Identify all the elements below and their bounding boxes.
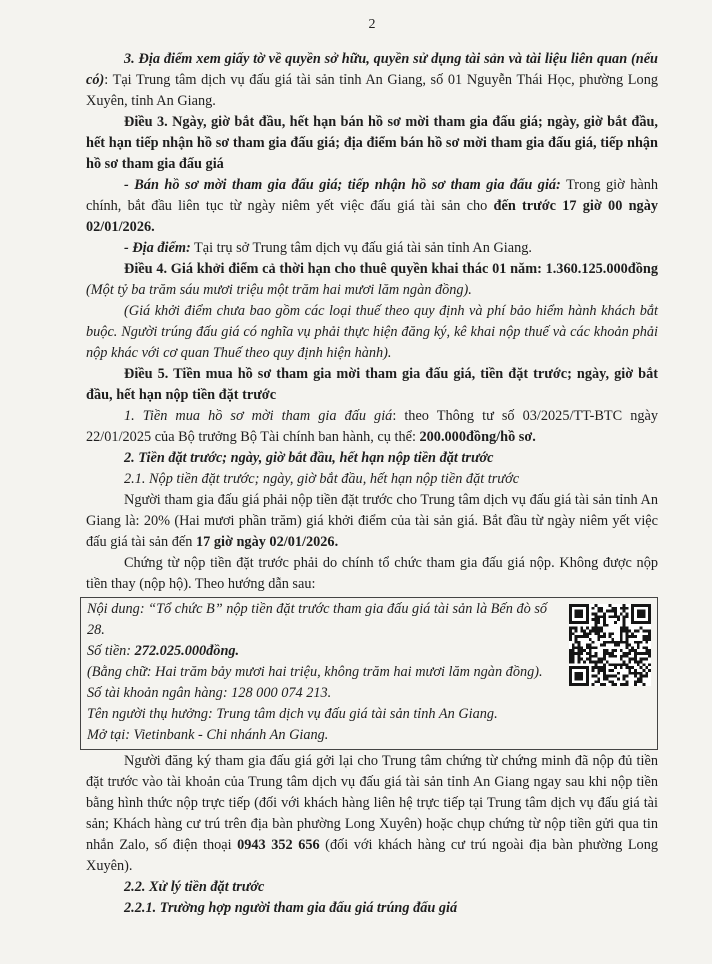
paragraph-submit-proof (86, 751, 658, 877)
article-4-heading (86, 259, 658, 301)
payment-instruction-box (80, 597, 658, 750)
dossier-fee-label: 1. Tiền mua hồ sơ mời tham gia đấu giá (124, 408, 393, 424)
deposit-deadline: 17 giờ ngày 02/01/2026. (195, 534, 339, 550)
article-3-heading: Điều 3. Ngày, giờ bắt đầu, hết hạn bán hồ sơ mời tham gia đấu giá; ngày, giờ bắt đầu, hết hạn tiếp nhận hồ sơ tham gia đấu giá; địa điểm bán hồ sơ mời tham gia đấu giá, tiếp nhận hồ sơ tham gia đấu giá (86, 114, 658, 172)
sale-time-label: - Bán hồ sơ mời tham gia đấu giá; tiếp nhận hồ sơ tham gia đấu giá: (124, 177, 561, 193)
sale-time-text: Trong giờ hành chính, bắt đầu liên tục từ ngày niêm yết việc đấu giá tài sản cho (86, 177, 658, 214)
page-number: 2 (368, 17, 376, 32)
section-2-2-heading: 2.2. Xử lý tiền đặt trước (124, 879, 265, 895)
deposit-rate-text: Người tham gia đấu giá phải nộp tiền đặt trước cho Trung tâm dịch vụ đấu giá tài sản tỉnh An Giang là: 20% (Hai mươi phần trăm) giá khởi điểm của tài sản giá. Bắt đầu từ ngày niêm yết việc đấu giá tài sản đến (86, 492, 658, 550)
qr-code-icon (569, 604, 651, 686)
zalo-phone-number: 0943 352 656 (237, 837, 320, 853)
sale-location-label: - Địa điểm: (124, 240, 191, 256)
submit-proof-text: Người đăng ký tham gia đấu giá gởi lại cho Trung tâm chứng từ chứng minh đã nộp đủ tiền đặt trước vào tài khoản của Trung tâm dịch vụ đấu giá tài sản tỉnh An Giang ngay sau khi nộp tiền bằng hình thức nộp trực tiếp (đối với khách hàng liên hệ trực tiếp tại Trung tâm dịch vụ đấu giá tài sản; Khách hàng cư trú trên địa bàn phường Long Xuyên) hoặc chụp chứng từ nộp tiền gửi qua tin nhắn Zalo, số điện thoại (86, 753, 658, 853)
payment-content: Nội dung: “Tổ chức B” nộp tiền đặt trước tham gia đấu giá tài sản là Bến đò số 28. (87, 601, 548, 638)
sale-location-text: Tại trụ sở Trung tâm dịch vụ đấu giá tài sản tỉnh An Giang. (190, 240, 532, 256)
bank-branch: Mở tại: Vietinbank - Chi nhánh An Giang. (87, 727, 329, 743)
bank-account-number: Số tài khoản ngân hàng: 128 000 074 213. (87, 685, 332, 701)
payment-instruction-text (87, 599, 559, 683)
document-location-heading: 3. Địa điểm xem giấy tờ về quyền sở hữu, quyền sử dụng tài sản và tài liệu liên quan (nếu có) (86, 51, 658, 88)
dossier-fee-text: : theo Thông tư số 03/2025/TT-BTC ngày 22/01/2025 của Bộ trưởng Bộ Tài chính ban hành, cụ thể: (86, 408, 658, 445)
paragraph-document-location (86, 49, 658, 112)
payment-amount-value: 272.025.000đồng. (134, 643, 240, 659)
article-5-heading: Điều 5. Tiền mua hồ sơ tham gia mời tham gia đấu giá, tiền đặt trước; ngày, giờ bắt đầu, hết hạn nộp tiền đặt trước (86, 366, 658, 403)
paragraph-sale-time (86, 175, 658, 238)
starting-price: Điều 4. Giá khởi điểm cả thời hạn cho thuê quyền khai thác 01 năm: 1.360.125.000đồng (124, 261, 658, 277)
section-2-1-heading: 2.1. Nộp tiền đặt trước; ngày, giờ bắt đầu, hết hạn nộp tiền đặt trước (124, 471, 520, 487)
paragraph-dossier-fee (86, 406, 658, 448)
payment-amount-line (87, 641, 559, 662)
paragraph-deposit-rate (86, 490, 658, 553)
payment-amount-words: (Bằng chữ: Hai trăm bảy mươi hai triệu, không trăm hai mươi lăm ngàn đồng). (87, 664, 543, 680)
beneficiary-name: Tên người thụ hưởng: Trung tâm dịch vụ đấu giá tài sản tỉnh An Giang. (87, 706, 498, 722)
payment-amount-label: Số tiền: (87, 643, 135, 659)
dossier-fee-amount: 200.000đồng/hồ sơ. (419, 429, 536, 445)
submit-proof-note: (đối với khách hàng cư trú ngoài địa bàn phường Long Xuyên). (86, 837, 658, 874)
paragraph-deposit-rule: Chứng từ nộp tiền đặt trước phải do chính tổ chức tham gia đấu giá nộp. Không được nộp tiền thay (nộp hộ). Theo hướng dẫn sau: (86, 555, 658, 592)
price-note: (Giá khởi điểm chưa bao gồm các loại thuế theo quy định và phí bảo hiểm hành khách bắt buộc. Người trúng đấu giá có nghĩa vụ phải thực hiện đăng ký, kê khai nộp thuế và các khoản phải nộp khác với cơ quan Thuế theo quy định hiện hành). (86, 303, 658, 361)
sale-deadline: đến trước 17 giờ 00 ngày 02/01/2026. (86, 198, 658, 235)
starting-price-words: (Một tỷ ba trăm sáu mươi triệu một trăm hai mươi lăm ngàn đồng). (86, 282, 472, 298)
section-2-2-1-heading: 2.2.1. Trường hợp người tham gia đấu giá trúng đấu giá (124, 900, 458, 916)
paragraph-sale-location (86, 238, 658, 259)
document-location-text: : Tại Trung tâm dịch vụ đấu giá tài sản tỉnh An Giang, số 01 Nguyễn Thái Học, phường Long Xuyên, tỉnh An Giang. (86, 72, 658, 109)
section-2-heading: 2. Tiền đặt trước; ngày, giờ bắt đầu, hết hạn nộp tiền đặt trước (124, 450, 494, 466)
